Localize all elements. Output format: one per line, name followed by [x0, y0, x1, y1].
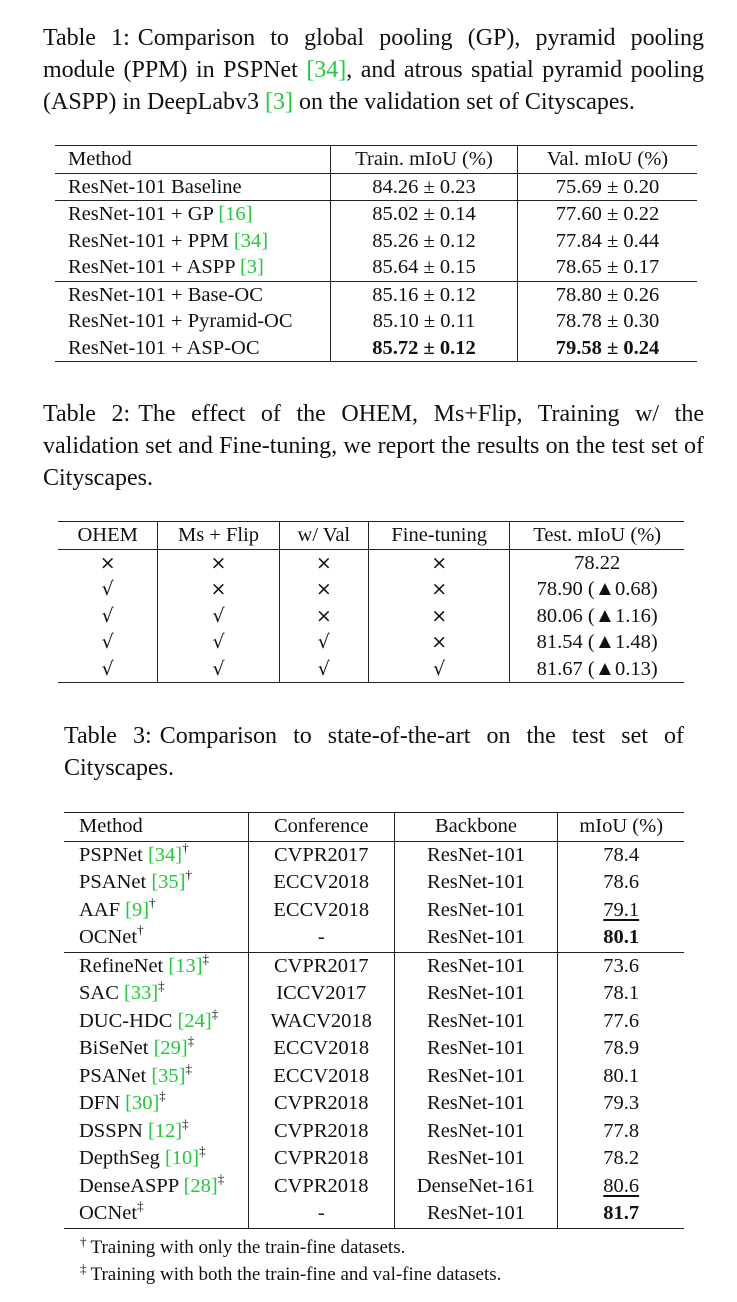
- cross-mark-icon: ×: [368, 549, 509, 576]
- method-name: ResNet-101 + GP: [68, 203, 219, 226]
- method-name: PSANet: [79, 871, 152, 894]
- check-mark-icon: √: [101, 657, 114, 680]
- miou-cell: [558, 1118, 684, 1146]
- train-miou-cell: 85.72 ± 0.12: [331, 335, 518, 362]
- footnote-mark: ‡: [158, 978, 165, 994]
- method-name: AAF: [79, 898, 126, 921]
- check-mark-icon: √: [101, 604, 114, 627]
- table-row: [55, 308, 697, 335]
- method-name: ResNet-101 Baseline: [68, 175, 242, 198]
- column-header: OHEM: [77, 524, 138, 547]
- train-miou-cell: 85.26 ± 0.12: [331, 228, 518, 255]
- conference-cell: ECCV2018: [248, 1035, 394, 1063]
- cross-mark-icon: ×: [279, 549, 368, 576]
- miou-cell: [558, 980, 684, 1008]
- footnote-mark: ‡: [137, 1198, 144, 1214]
- citation-link[interactable]: [24]: [177, 1009, 212, 1032]
- footnote: [80, 1262, 501, 1288]
- check-mark-icon: √: [368, 656, 509, 683]
- miou-cell: [558, 952, 684, 980]
- miou-value: 79.1: [603, 898, 640, 921]
- method-cell: [64, 1115, 248, 1146]
- train-miou-cell: 85.10 ± 0.11: [331, 308, 518, 335]
- method-name: DenseASPP: [79, 1174, 184, 1197]
- check-mark-icon: √: [101, 578, 114, 601]
- footnote-mark: ‡: [187, 1033, 195, 1049]
- check-mark-icon: √: [158, 656, 279, 683]
- method-cell: [64, 1200, 248, 1228]
- backbone-cell: ResNet-101: [394, 897, 558, 925]
- footnote-mark: ‡: [211, 1005, 219, 1021]
- footnote-mark: †: [185, 867, 192, 883]
- citation-link[interactable]: [3]: [264, 89, 293, 115]
- table1-caption-text: on the validation set of Cityscapes.: [292, 89, 635, 115]
- miou-value: 78.4: [603, 843, 640, 866]
- test-miou-cell: 81.67 (▲0.13): [510, 656, 684, 683]
- table1-caption: [43, 22, 704, 118]
- table-row: [55, 335, 697, 362]
- miou-cell: [558, 1035, 684, 1063]
- cross-mark-icon: ×: [158, 576, 279, 603]
- conference-cell: WACV2018: [248, 1008, 394, 1036]
- val-miou-cell: 75.69 ± 0.20: [555, 175, 660, 198]
- method-name: DepthSeg: [79, 1147, 165, 1170]
- citation-link[interactable]: [28]: [183, 1174, 218, 1197]
- method-cell: [64, 1035, 248, 1063]
- footnote-text: Training with only the train-fine datasets.: [90, 1237, 406, 1258]
- column-header: Fine-tuning: [368, 522, 509, 550]
- table1-caption-text: , and atrous spatial pyramid pooling (ASPP) in DeepLabv3: [43, 57, 704, 115]
- table2-caption: [43, 398, 704, 494]
- method-cell: [64, 1060, 248, 1091]
- method-cell: [55, 201, 331, 228]
- test-miou-cell: 78.90 (▲0.68): [510, 576, 684, 603]
- column-header: Backbone: [394, 813, 558, 842]
- backbone-cell: ResNet-101: [394, 980, 558, 1008]
- method-cell: [55, 308, 331, 335]
- method-cell: [64, 980, 248, 1008]
- table1-label: Table 1:: [43, 25, 130, 51]
- miou-value: 77.6: [603, 1009, 640, 1032]
- method-cell: [64, 952, 248, 980]
- table-row: [55, 228, 697, 255]
- footnote-mark: ‡: [202, 950, 210, 966]
- check-mark-icon: √: [158, 603, 279, 630]
- train-miou-cell: 85.16 ± 0.12: [331, 281, 518, 308]
- conference-cell: CVPR2018: [248, 1118, 394, 1146]
- citation-link[interactable]: [9]: [125, 898, 150, 921]
- check-mark-icon: √: [279, 656, 368, 683]
- table-row: [58, 576, 684, 603]
- table-row: [58, 549, 684, 576]
- footnote-mark: ‡: [199, 1143, 206, 1159]
- table-row: [64, 841, 684, 869]
- val-miou-cell: 78.80 ± 0.26: [518, 281, 698, 308]
- miou-cell: [558, 1090, 684, 1118]
- method-cell: [64, 1145, 248, 1173]
- method-cell: [64, 869, 248, 897]
- val-miou-cell: 79.58 ± 0.24: [555, 336, 660, 359]
- train-miou-cell: 85.02 ± 0.14: [331, 201, 518, 228]
- table-row: [55, 201, 697, 228]
- table-row: [55, 254, 697, 281]
- cross-mark-icon: ×: [99, 551, 116, 574]
- table-row: [64, 1035, 684, 1063]
- val-miou-cell: 78.78 ± 0.30: [555, 310, 660, 333]
- table-row: [64, 1118, 684, 1146]
- table-row: [64, 897, 684, 925]
- table1: [55, 145, 697, 362]
- column-header: Train. mIoU (%): [331, 146, 518, 174]
- method-name: ResNet-101 + Base-OC: [68, 283, 263, 306]
- citation-link[interactable]: [12]: [147, 1119, 183, 1142]
- miou-value: 78.9: [603, 1037, 640, 1060]
- citation-link[interactable]: [16]: [218, 203, 253, 226]
- conference-cell: CVPR2018: [248, 1145, 394, 1173]
- miou-value: 79.3: [603, 1092, 640, 1115]
- method-name: PSPNet: [79, 843, 148, 866]
- miou-cell: [558, 897, 684, 925]
- citation-link[interactable]: [34]: [147, 843, 183, 866]
- miou-value: 80.1: [603, 1064, 640, 1087]
- table-row: [64, 1063, 684, 1091]
- table-row: [64, 924, 684, 952]
- method-name: DSSPN: [79, 1119, 148, 1142]
- backbone-cell: ResNet-101: [394, 952, 558, 980]
- table-row: [58, 656, 684, 683]
- table1-caption-text: Comparison to global pooling (GP), pyramid pooling module (PPM) in PSPNet: [43, 25, 704, 83]
- method-name: ResNet-101 + Pyramid-OC: [68, 310, 293, 333]
- miou-value: 81.7: [603, 1202, 640, 1225]
- table3: [64, 812, 684, 1229]
- citation-link[interactable]: [3]: [239, 256, 264, 279]
- cross-mark-icon: ×: [368, 576, 509, 603]
- column-header: w/ Val: [279, 522, 368, 550]
- citation-link[interactable]: [35]: [151, 871, 186, 894]
- table-row: [64, 980, 684, 1008]
- footnote-text: Training with both the train-fine and val-fine datasets.: [90, 1264, 502, 1285]
- train-miou-cell: 84.26 ± 0.23: [331, 173, 518, 201]
- conference-cell: ECCV2018: [248, 1063, 394, 1091]
- table-row: [55, 173, 697, 201]
- miou-cell: [558, 841, 684, 869]
- method-name: RefineNet: [79, 954, 169, 977]
- test-miou-cell: 80.06 (▲1.16): [510, 603, 684, 630]
- backbone-cell: ResNet-101: [394, 924, 558, 952]
- footnote: [80, 1235, 405, 1261]
- cross-mark-icon: ×: [279, 603, 368, 630]
- miou-value: 78.6: [603, 871, 640, 894]
- table-row: [64, 1090, 684, 1118]
- conference-cell: -: [248, 1200, 394, 1228]
- column-header: Test. mIoU (%): [510, 522, 684, 550]
- val-miou-cell: 77.84 ± 0.44: [555, 229, 660, 252]
- footnote-mark: †: [182, 839, 189, 855]
- method-name: OCNet: [79, 926, 138, 949]
- conference-cell: ECCV2018: [248, 869, 394, 897]
- table2-caption-text: The effect of the OHEM, Ms+Flip, Training w/ the validation set and Fine-tuning, we report the results on the test set of Cityscapes.: [43, 401, 705, 491]
- miou-value: 80.1: [603, 926, 640, 949]
- val-miou-cell: 77.60 ± 0.22: [518, 201, 698, 228]
- backbone-cell: ResNet-101: [394, 1090, 558, 1118]
- method-name: DFN: [79, 1092, 126, 1115]
- conference-cell: ECCV2018: [248, 897, 394, 925]
- miou-cell: [558, 1008, 684, 1036]
- method-cell: [55, 254, 331, 281]
- table-row: [64, 1173, 684, 1201]
- cross-mark-icon: ×: [368, 629, 509, 656]
- conference-cell: ICCV2017: [248, 980, 394, 1008]
- miou-cell: [558, 869, 684, 897]
- method-cell: [64, 894, 248, 925]
- backbone-cell: ResNet-101: [394, 1035, 558, 1063]
- table-header-row: [55, 146, 697, 174]
- column-header: mIoU (%): [558, 813, 684, 842]
- conference-cell: -: [248, 924, 394, 952]
- table3-caption-text: Comparison to state-of-the-art on the test set of Cityscapes.: [64, 723, 684, 781]
- table3-label: Table 3:: [64, 723, 152, 749]
- table-row: [58, 603, 684, 630]
- method-cell: [55, 281, 331, 308]
- footnote-mark: †: [149, 894, 156, 910]
- miou-cell: [558, 1063, 684, 1091]
- footnote-mark: †: [80, 1234, 87, 1249]
- table-row: [64, 952, 684, 980]
- miou-value: 80.6: [603, 1174, 640, 1197]
- citation-link[interactable]: [13]: [168, 954, 203, 977]
- method-name: BiSeNet: [79, 1037, 154, 1060]
- backbone-cell: ResNet-101: [394, 841, 558, 869]
- citation-link[interactable]: [34]: [233, 229, 269, 252]
- miou-cell: [558, 1200, 684, 1228]
- check-mark-icon: √: [158, 629, 279, 656]
- miou-value: 78.2: [603, 1147, 640, 1170]
- method-name: DUC-HDC: [79, 1009, 178, 1032]
- backbone-cell: ResNet-101: [394, 1008, 558, 1036]
- footnote-mark: †: [137, 922, 144, 938]
- footnote-mark: ‡: [182, 1115, 189, 1131]
- footnote-mark: ‡: [80, 1261, 87, 1276]
- backbone-cell: ResNet-101: [394, 1063, 558, 1091]
- column-header: Method: [79, 815, 143, 838]
- method-cell: [64, 841, 248, 869]
- table-row: [55, 281, 697, 308]
- citation-link[interactable]: [30]: [125, 1092, 160, 1115]
- table2: [58, 521, 684, 683]
- miou-value: 73.6: [603, 954, 640, 977]
- backbone-cell: ResNet-101: [394, 1145, 558, 1173]
- table-row: [64, 1145, 684, 1173]
- backbone-cell: DenseNet-161: [394, 1173, 558, 1201]
- method-cell: [64, 924, 248, 952]
- footnote-mark: ‡: [185, 1060, 192, 1076]
- backbone-cell: ResNet-101: [394, 1200, 558, 1228]
- test-miou-cell: 78.22: [510, 549, 684, 576]
- cross-mark-icon: ×: [368, 603, 509, 630]
- miou-cell: [558, 924, 684, 952]
- citation-link[interactable]: [29]: [153, 1037, 188, 1060]
- backbone-cell: ResNet-101: [394, 869, 558, 897]
- miou-cell: [558, 1173, 684, 1201]
- citation-link[interactable]: [33]: [124, 982, 159, 1005]
- footnote-mark: ‡: [217, 1170, 225, 1186]
- table-row: [64, 1200, 684, 1228]
- table-row: [58, 629, 684, 656]
- method-name: OCNet: [79, 1202, 138, 1225]
- method-cell: [55, 228, 331, 255]
- test-miou-cell: 81.54 (▲1.48): [510, 629, 684, 656]
- miou-cell: [558, 1145, 684, 1173]
- table2-label: Table 2:: [43, 401, 131, 427]
- train-miou-cell: 85.64 ± 0.15: [331, 254, 518, 281]
- check-mark-icon: √: [101, 631, 114, 654]
- backbone-cell: ResNet-101: [394, 1118, 558, 1146]
- method-name: SAC: [79, 982, 125, 1005]
- column-header: Ms + Flip: [158, 522, 279, 550]
- method-name: ResNet-101 + ASPP: [68, 256, 240, 279]
- column-header: Method: [55, 146, 331, 174]
- table-row: [64, 869, 684, 897]
- val-miou-cell: 78.65 ± 0.17: [555, 256, 660, 279]
- table-header-row: [64, 813, 684, 842]
- method-cell: [64, 1170, 248, 1201]
- citation-link[interactable]: [35]: [151, 1064, 186, 1087]
- method-cell: [64, 1005, 248, 1036]
- cross-mark-icon: ×: [279, 576, 368, 603]
- method-name: PSANet: [79, 1064, 152, 1087]
- method-name: ResNet-101 + PPM: [68, 229, 234, 252]
- column-header: Val. mIoU (%): [546, 148, 669, 171]
- miou-value: 77.8: [603, 1119, 640, 1142]
- conference-cell: CVPR2017: [248, 841, 394, 869]
- method-cell: [64, 1090, 248, 1118]
- citation-link[interactable]: [34]: [306, 57, 347, 83]
- table-header-row: [58, 522, 684, 550]
- table3-caption: [64, 720, 684, 784]
- table-row: [64, 1008, 684, 1036]
- conference-cell: CVPR2018: [248, 1173, 394, 1201]
- check-mark-icon: √: [279, 629, 368, 656]
- cross-mark-icon: ×: [158, 549, 279, 576]
- miou-value: 78.1: [603, 982, 640, 1005]
- citation-link[interactable]: [10]: [164, 1147, 200, 1170]
- method-cell: [55, 173, 331, 201]
- column-header: Conference: [248, 813, 394, 842]
- method-name: ResNet-101 + ASP-OC: [68, 336, 260, 359]
- method-cell: [55, 335, 331, 362]
- conference-cell: CVPR2018: [248, 1090, 394, 1118]
- footnote-mark: ‡: [159, 1088, 166, 1104]
- conference-cell: CVPR2017: [248, 952, 394, 980]
